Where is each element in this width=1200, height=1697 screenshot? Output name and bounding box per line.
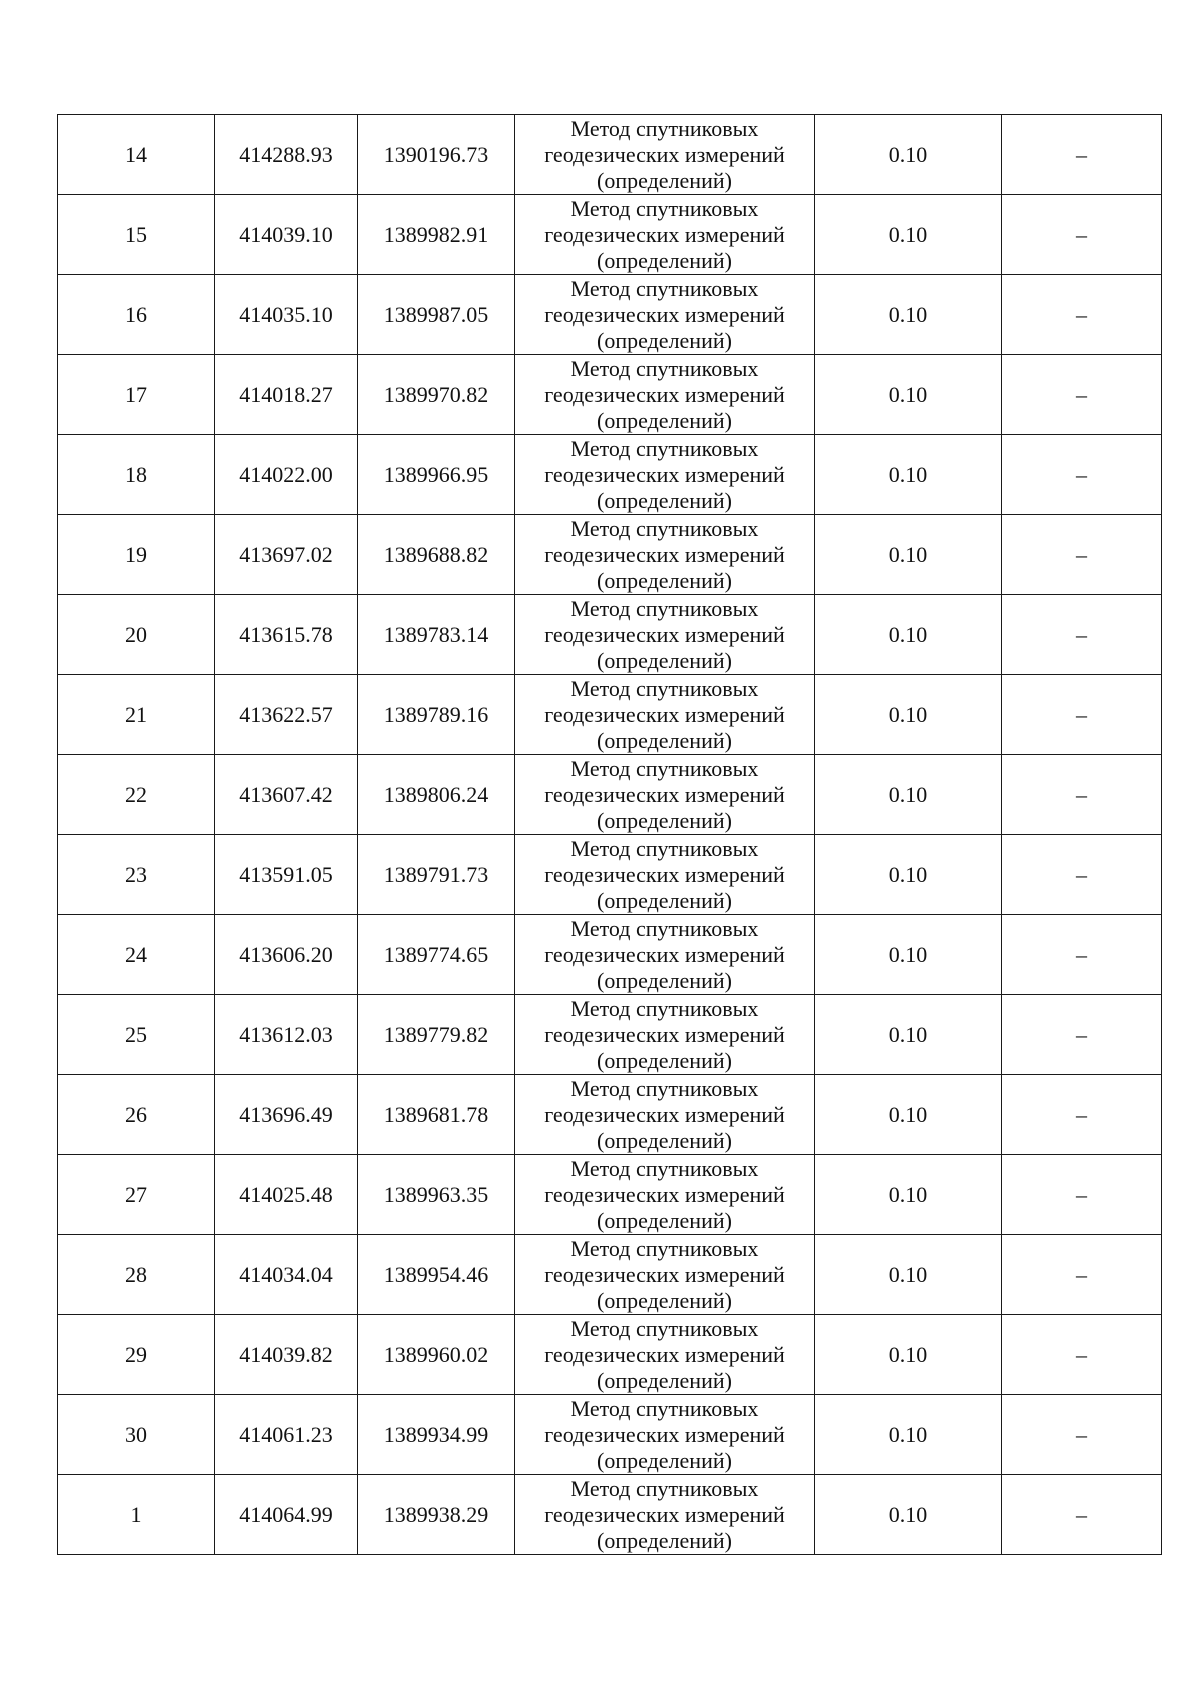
method-line: геодезических измерений (544, 1261, 785, 1287)
method-line: (определений) (597, 1447, 732, 1473)
description-cell: – (1002, 195, 1162, 275)
method-line: (определений) (597, 407, 732, 433)
x-coordinate-cell: 414039.10 (215, 195, 358, 275)
point-number-cell: 26 (58, 1075, 215, 1155)
table-row (58, 595, 1162, 675)
table-row (58, 1235, 1162, 1315)
description-cell: – (1002, 515, 1162, 595)
accuracy-cell: 0.10 (815, 995, 1002, 1075)
accuracy-cell: 0.10 (815, 915, 1002, 995)
method-line: Метод спутниковых (570, 1075, 759, 1101)
method-line: (определений) (597, 727, 732, 753)
x-coordinate-cell: 413606.20 (215, 915, 358, 995)
x-coordinate-cell: 413612.03 (215, 995, 358, 1075)
method-line: Метод спутниковых (570, 595, 759, 621)
point-number-cell: 27 (58, 1155, 215, 1235)
description-cell: – (1002, 435, 1162, 515)
method-line: Метод спутниковых (570, 835, 759, 861)
method-line: геодезических измерений (544, 781, 785, 807)
x-coordinate-cell: 414034.04 (215, 1235, 358, 1315)
point-number-cell: 15 (58, 195, 215, 275)
method-cell (515, 195, 815, 275)
point-number-cell: 30 (58, 1395, 215, 1475)
accuracy-cell: 0.10 (815, 275, 1002, 355)
method-line: геодезических измерений (544, 1101, 785, 1127)
method-line: геодезических измерений (544, 381, 785, 407)
y-coordinate-cell: 1389954.46 (358, 1235, 515, 1315)
x-coordinate-cell: 413607.42 (215, 755, 358, 835)
y-coordinate-cell: 1389688.82 (358, 515, 515, 595)
method-cell (515, 275, 815, 355)
method-line: Метод спутниковых (570, 1475, 759, 1501)
method-cell (515, 675, 815, 755)
point-number-cell: 19 (58, 515, 215, 595)
accuracy-cell: 0.10 (815, 595, 1002, 675)
method-line: Метод спутниковых (570, 675, 759, 701)
method-cell (515, 355, 815, 435)
method-line: геодезических измерений (544, 621, 785, 647)
point-number-cell: 21 (58, 675, 215, 755)
table-row (58, 835, 1162, 915)
y-coordinate-cell: 1389938.29 (358, 1475, 515, 1555)
method-line: Метод спутниковых (570, 755, 759, 781)
y-coordinate-cell: 1390196.73 (358, 115, 515, 195)
method-line: Метод спутниковых (570, 1235, 759, 1261)
method-line: (определений) (597, 807, 732, 833)
description-cell: – (1002, 915, 1162, 995)
method-line: геодезических измерений (544, 301, 785, 327)
x-coordinate-cell: 414025.48 (215, 1155, 358, 1235)
x-coordinate-cell: 414064.99 (215, 1475, 358, 1555)
accuracy-cell: 0.10 (815, 835, 1002, 915)
table-row (58, 755, 1162, 835)
coordinates-table (57, 114, 1162, 1555)
method-cell (515, 1075, 815, 1155)
table-row (58, 675, 1162, 755)
method-line: Метод спутниковых (570, 435, 759, 461)
method-cell (515, 995, 815, 1075)
x-coordinate-cell: 413697.02 (215, 515, 358, 595)
table-row (58, 1395, 1162, 1475)
description-cell: – (1002, 275, 1162, 355)
x-coordinate-cell: 413615.78 (215, 595, 358, 675)
description-cell: – (1002, 1395, 1162, 1475)
method-cell (515, 435, 815, 515)
method-line: геодезических измерений (544, 1341, 785, 1367)
method-line: геодезических измерений (544, 541, 785, 567)
y-coordinate-cell: 1389806.24 (358, 755, 515, 835)
y-coordinate-cell: 1389960.02 (358, 1315, 515, 1395)
method-line: геодезических измерений (544, 941, 785, 967)
table-row (58, 1315, 1162, 1395)
method-line: Метод спутниковых (570, 1155, 759, 1181)
accuracy-cell: 0.10 (815, 675, 1002, 755)
x-coordinate-cell: 414288.93 (215, 115, 358, 195)
table-row (58, 435, 1162, 515)
x-coordinate-cell: 414018.27 (215, 355, 358, 435)
point-number-cell: 20 (58, 595, 215, 675)
y-coordinate-cell: 1389783.14 (358, 595, 515, 675)
method-line: Метод спутниковых (570, 195, 759, 221)
method-cell (515, 835, 815, 915)
point-number-cell: 17 (58, 355, 215, 435)
method-line: Метод спутниковых (570, 1315, 759, 1341)
x-coordinate-cell: 414061.23 (215, 1395, 358, 1475)
method-line: Метод спутниковых (570, 1395, 759, 1421)
point-number-cell: 16 (58, 275, 215, 355)
point-number-cell: 29 (58, 1315, 215, 1395)
table-row (58, 1155, 1162, 1235)
method-line: (определений) (597, 327, 732, 353)
description-cell: – (1002, 995, 1162, 1075)
accuracy-cell: 0.10 (815, 195, 1002, 275)
method-cell (515, 755, 815, 835)
coordinates-table-body (58, 115, 1162, 1555)
point-number-cell: 1 (58, 1475, 215, 1555)
method-line: (определений) (597, 1207, 732, 1233)
method-cell (515, 1235, 815, 1315)
x-coordinate-cell: 413696.49 (215, 1075, 358, 1155)
description-cell: – (1002, 1315, 1162, 1395)
x-coordinate-cell: 414035.10 (215, 275, 358, 355)
method-line: геодезических измерений (544, 1181, 785, 1207)
method-cell (515, 1155, 815, 1235)
method-line: геодезических измерений (544, 1021, 785, 1047)
table-row (58, 115, 1162, 195)
y-coordinate-cell: 1389681.78 (358, 1075, 515, 1155)
table-row (58, 1475, 1162, 1555)
description-cell: – (1002, 1235, 1162, 1315)
method-line: геодезических измерений (544, 141, 785, 167)
method-line: (определений) (597, 247, 732, 273)
y-coordinate-cell: 1389774.65 (358, 915, 515, 995)
table-row (58, 915, 1162, 995)
x-coordinate-cell: 414039.82 (215, 1315, 358, 1395)
method-line: (определений) (597, 1527, 732, 1553)
point-number-cell: 25 (58, 995, 215, 1075)
accuracy-cell: 0.10 (815, 1475, 1002, 1555)
method-line: Метод спутниковых (570, 275, 759, 301)
method-line: (определений) (597, 1047, 732, 1073)
point-number-cell: 24 (58, 915, 215, 995)
method-cell (515, 595, 815, 675)
method-line: (определений) (597, 567, 732, 593)
method-line: геодезических измерений (544, 861, 785, 887)
table-row (58, 355, 1162, 435)
y-coordinate-cell: 1389963.35 (358, 1155, 515, 1235)
y-coordinate-cell: 1389966.95 (358, 435, 515, 515)
y-coordinate-cell: 1389987.05 (358, 275, 515, 355)
method-line: (определений) (597, 487, 732, 513)
method-line: геодезических измерений (544, 221, 785, 247)
description-cell: – (1002, 595, 1162, 675)
method-line: (определений) (597, 967, 732, 993)
y-coordinate-cell: 1389970.82 (358, 355, 515, 435)
accuracy-cell: 0.10 (815, 355, 1002, 435)
x-coordinate-cell: 413622.57 (215, 675, 358, 755)
method-line: (определений) (597, 1287, 732, 1313)
y-coordinate-cell: 1389934.99 (358, 1395, 515, 1475)
accuracy-cell: 0.10 (815, 1155, 1002, 1235)
y-coordinate-cell: 1389779.82 (358, 995, 515, 1075)
method-line: (определений) (597, 167, 732, 193)
x-coordinate-cell: 414022.00 (215, 435, 358, 515)
method-cell (515, 1315, 815, 1395)
point-number-cell: 28 (58, 1235, 215, 1315)
description-cell: – (1002, 1155, 1162, 1235)
method-cell (515, 1395, 815, 1475)
method-line: геодезических измерений (544, 1421, 785, 1447)
accuracy-cell: 0.10 (815, 755, 1002, 835)
y-coordinate-cell: 1389789.16 (358, 675, 515, 755)
method-line: Метод спутниковых (570, 355, 759, 381)
accuracy-cell: 0.10 (815, 1075, 1002, 1155)
accuracy-cell: 0.10 (815, 1395, 1002, 1475)
description-cell: – (1002, 835, 1162, 915)
accuracy-cell: 0.10 (815, 1235, 1002, 1315)
accuracy-cell: 0.10 (815, 115, 1002, 195)
method-line: Метод спутниковых (570, 115, 759, 141)
description-cell: – (1002, 675, 1162, 755)
y-coordinate-cell: 1389982.91 (358, 195, 515, 275)
point-number-cell: 22 (58, 755, 215, 835)
y-coordinate-cell: 1389791.73 (358, 835, 515, 915)
method-line: Метод спутниковых (570, 995, 759, 1021)
table-row (58, 275, 1162, 355)
x-coordinate-cell: 413591.05 (215, 835, 358, 915)
method-line: (определений) (597, 1367, 732, 1393)
table-row (58, 515, 1162, 595)
accuracy-cell: 0.10 (815, 435, 1002, 515)
accuracy-cell: 0.10 (815, 1315, 1002, 1395)
point-number-cell: 23 (58, 835, 215, 915)
description-cell: – (1002, 355, 1162, 435)
method-cell (515, 1475, 815, 1555)
method-line: Метод спутниковых (570, 915, 759, 941)
method-line: (определений) (597, 887, 732, 913)
description-cell: – (1002, 1075, 1162, 1155)
method-cell (515, 515, 815, 595)
table-row (58, 1075, 1162, 1155)
method-line: (определений) (597, 1127, 732, 1153)
method-line: геодезических измерений (544, 1501, 785, 1527)
table-row (58, 995, 1162, 1075)
point-number-cell: 14 (58, 115, 215, 195)
method-line: геодезических измерений (544, 461, 785, 487)
method-line: Метод спутниковых (570, 515, 759, 541)
method-cell (515, 915, 815, 995)
description-cell: – (1002, 1475, 1162, 1555)
table-row (58, 195, 1162, 275)
method-line: (определений) (597, 647, 732, 673)
description-cell: – (1002, 115, 1162, 195)
method-line: геодезических измерений (544, 701, 785, 727)
description-cell: – (1002, 755, 1162, 835)
accuracy-cell: 0.10 (815, 515, 1002, 595)
method-cell (515, 115, 815, 195)
point-number-cell: 18 (58, 435, 215, 515)
